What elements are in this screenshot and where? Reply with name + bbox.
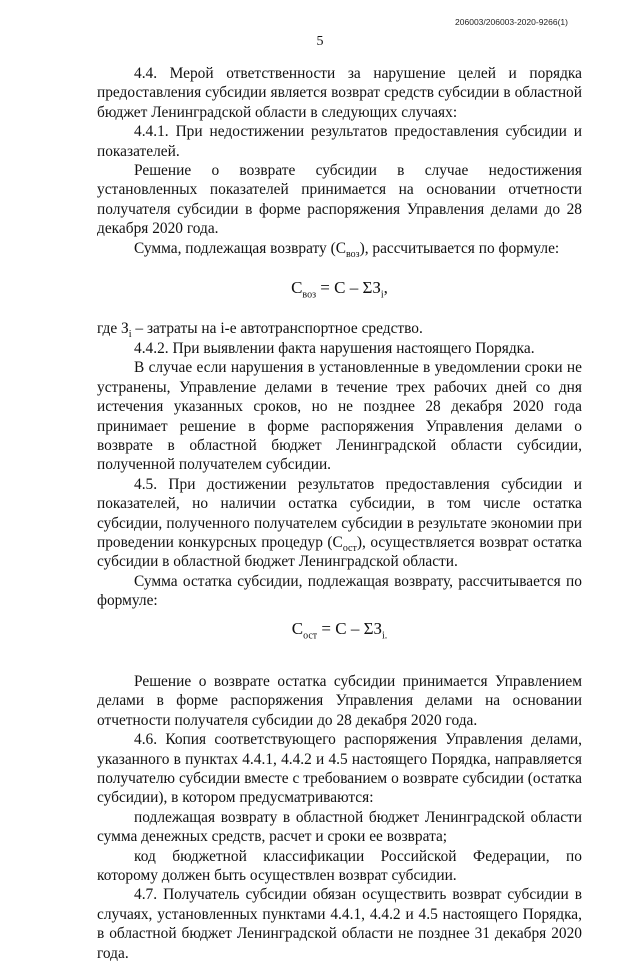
document-id: 206003/206003-2020-9266(1): [455, 17, 568, 27]
document-body: [97, 64, 582, 963]
paragraph-remainder-sum: Сумма остатка субсидии, подлежащая возврату, рассчитывается по формуле:: [97, 572, 582, 610]
paragraph-4-6: 4.6. Копия соответствующего распоряжения Управления делами, указанного в пунктах 4.4.1, 4.4.2 и 4.5 настоящего Порядка, направляется получателю субсидии вместе с требованием о возврате субсидии (остатка субсидии), в котором предусматриваются:: [97, 731, 582, 807]
paragraph-remainder-decision: Решение о возврате остатка субсидии принимается Управлением делами в форме распоряжения Управления делами на основании отчетности получателя субсидии до 28 декабря 2020 года.: [97, 672, 582, 729]
paragraph-violation: В случае если нарушения в установленные в уведомлении сроки не устранены, Управление делами в течение трех рабочих дней со дня истечения указанных сроков, но не позднее 28 декабря 2020 года принимает решение в форме распоряжения Управления делами о возврате в областной бюджет Ленинградской области субсидии, полученной получателем субсидии.: [97, 359, 582, 474]
paragraph-4-4-2: 4.4.2. При выявлении факта нарушения настоящего Порядка.: [134, 339, 535, 357]
formula-remainder: $С_{ост} = С - \Sigma З_{i.}$: [291, 618, 388, 641]
paragraph-4-7: 4.7. Получатель субсидии обязан осуществить возврат субсидии в случаях, установленных пунктами 4.4.1, 4.4.2 и 4.5 настоящего Порядка, в областной бюджет Ленинградской области не позднее 31 декабря 2020 года.: [97, 886, 582, 962]
page-number: 5: [316, 34, 324, 49]
paragraph-4-5: 4.5. При достижении результатов предоставления субсидии и показателей, но наличии остатка субсидии, в том числе остатка субсидии, полученного получателем субсидии в результате экономии при проведении конкурсных процедур $(С_{ост})$, осуществляется возврат остатка субсидии в областной бюджет Ленинградской области.: [97, 475, 582, 571]
paragraph-4-4-1: 4.4.1. При недостижении результатов предоставления субсидии и показателей.: [97, 123, 582, 160]
paragraph-budget-code: код бюджетной классификации Российской Федерации, по которому должен быть осуществлен возврат субсидии.: [97, 847, 582, 885]
paragraph-return-sum: Сумма, подлежащая возврату $(С_{воз})$, рассчитывается по формуле:: [134, 239, 560, 260]
paragraph-costs-definition: где $З_i$ – затраты на i-е автотранспортное средство.: [97, 320, 423, 341]
paragraph-4-4: 4.4. Мерой ответственности за нарушение целей и порядка предоставления субсидии является возврат средств субсидии в областной бюджет Ленинградской области в следующих случаях:: [97, 65, 582, 121]
formula-return: $С_{воз} = С - \Sigma З_i$,: [291, 278, 388, 301]
paragraph-return-decision: Решение о возврате субсидии в случае недостижения установленных показателей принимается на основании отчетности получателя субсидии в форме распоряжения Управления делами до 28 декабря 2020 года.: [97, 162, 582, 238]
paragraph-sum-to-return: подлежащая возврату в областной бюджет Ленинградской области сумма денежных средств, расчет и сроки ее возврата;: [97, 808, 582, 846]
